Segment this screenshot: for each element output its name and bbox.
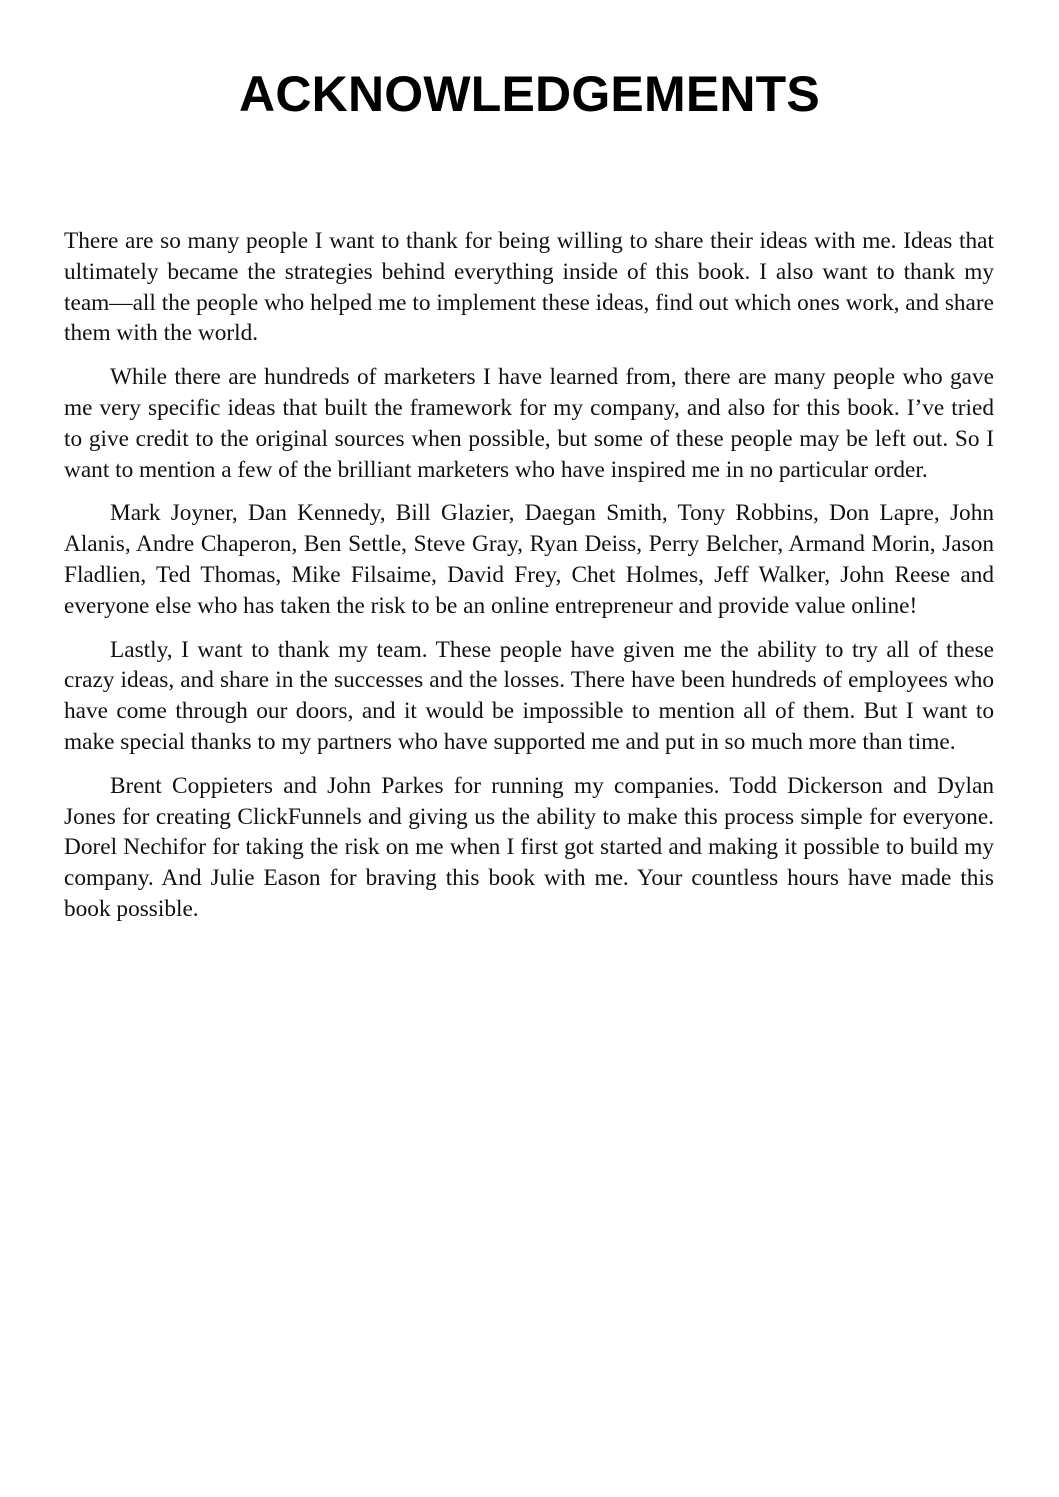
paragraph-marketer-names: Mark Joyner, Dan Kennedy, Bill Glazier, Daegan Smith, Tony Robbins, Don Lapre, John Alanis, Andre Chaperon, Ben Settle, Steve Gray, Ryan Deiss, Perry Belcher, Armand Morin, Jason Fladlien, Ted Thomas, Mike Filsaime, David Frey, Chet Holmes, Jeff Walker, John Reese and everyone else who has taken the risk to be an online entrepreneur and provide value online! [64, 500, 994, 619]
page-title: ACKNOWLEDGEMENTS [239, 66, 820, 122]
paragraph-team: Lastly, I want to thank my team. These people have given me the ability to try all of these crazy ideas, and share in the successes and the losses. There have been hundreds of employees who have come through our doors, and it would be impossible to mention all of them. But I want to make special thanks to my partners who have supported me and put in so much more than time. [64, 636, 994, 755]
paragraph-partners: Brent Coppieters and John Parkes for running my companies. Todd Dickerson and Dylan Jones for creating ClickFunnels and giving us the ability to make this process simple for everyone. Dorel Nechifor for taking the risk on me when I first got started and making it possible to build my company. And Julie Eason for braving this book with me. Your countless hours have made this book possible. [64, 772, 994, 922]
paragraph-marketers: While there are hundreds of marketers I have learned from, there are many people who gave me very specific ideas that built the framework for my company, and also for this book. I’ve tried to give credit to the original sources when possible, but some of these people may be left out. So I want to mention a few of the brilliant marketers who have inspired me in no particular order. [64, 364, 994, 483]
document-body [64, 226, 994, 938]
paragraph-intro: There are so many people I want to thank for being willing to share their ideas with me. Ideas that ultimately became the strategies behind everything inside of this book. I also want to thank my team—all the people who helped me to implement these ideas, find out which ones work, and share them with the world. [64, 228, 994, 347]
